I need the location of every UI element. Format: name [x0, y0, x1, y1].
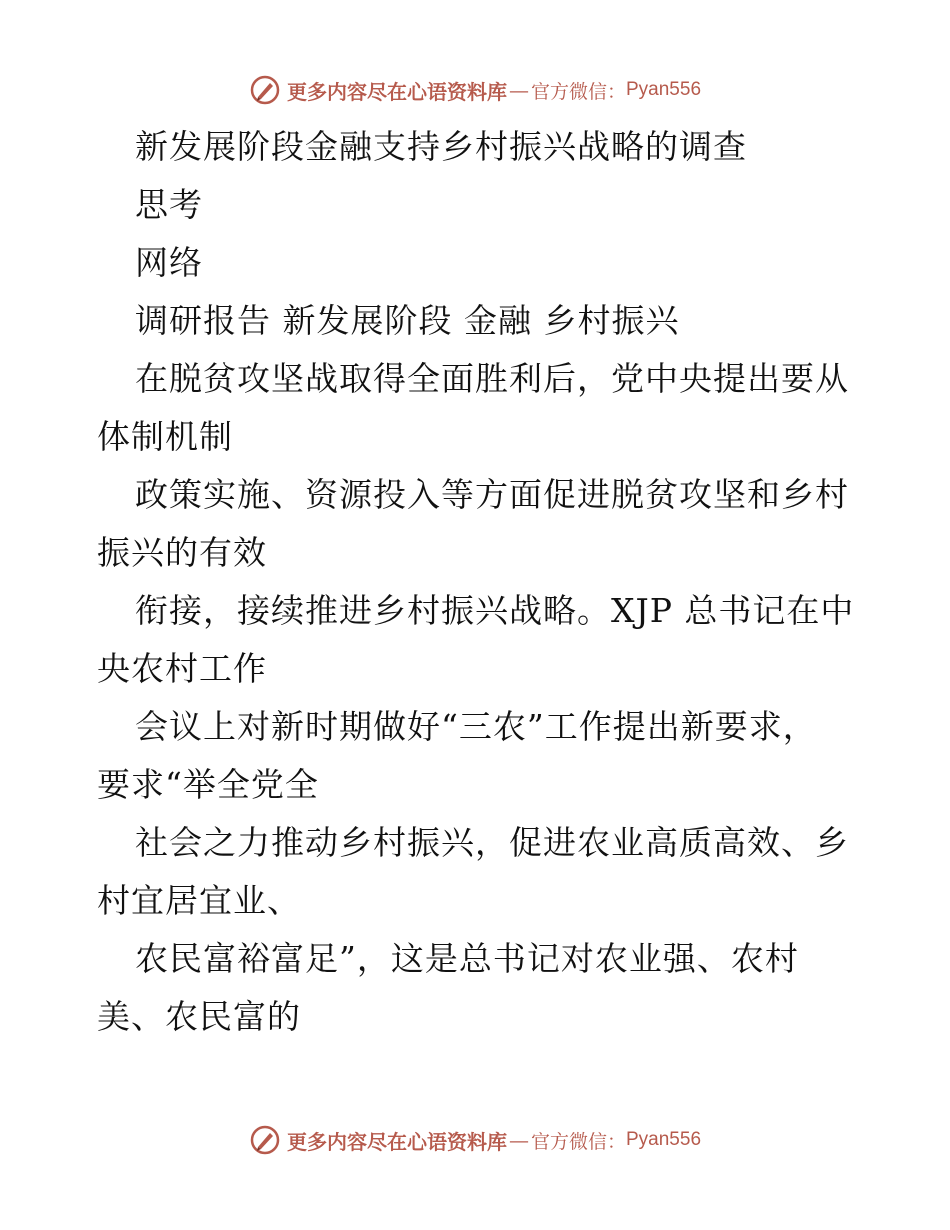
- watermark-dash: —: [508, 1128, 529, 1152]
- text-line: 衔接，接续推进乡村振兴战略。XJP 总书记在中: [135, 591, 855, 630]
- text-line: 村宜居宜业、: [97, 881, 301, 920]
- header-watermark: [0, 70, 950, 110]
- footer-watermark: [0, 1120, 950, 1160]
- watermark-main-text: 更多内容尽在心语资料库: [286, 79, 507, 104]
- watermark-wechat-label: 官方微信：: [530, 80, 626, 103]
- keywords-line: 调研报告 新发展阶段 金融 乡村振兴: [135, 301, 680, 340]
- pen-logo-icon: [249, 1124, 281, 1156]
- watermark-wechat-id: Pyan556: [626, 1129, 702, 1150]
- text-line: 政策实施、资源投入等方面促进脱贫攻坚和乡村: [135, 475, 849, 514]
- text-line: 体制机制: [97, 417, 233, 456]
- text-line: 在脱贫攻坚战取得全面胜利后，党中央提出要从: [135, 359, 849, 398]
- document-body: [97, 118, 857, 1046]
- text-line: 社会之力推动乡村振兴，促进农业高质高效、乡: [135, 823, 849, 862]
- text-line: 会议上对新时期做好“三农”工作提出新要求，: [135, 707, 817, 746]
- text-line: 农民富裕富足”，这是总书记对农业强、农村: [135, 939, 799, 978]
- text-line: 振兴的有效: [97, 533, 267, 572]
- text-line: 网络: [135, 243, 203, 282]
- text-line: 思考: [135, 185, 203, 224]
- text-line: 美、农民富的: [97, 997, 301, 1036]
- pen-logo-icon: [249, 74, 281, 106]
- text-line: 要求“举全党全: [97, 765, 319, 804]
- watermark-wechat-label: 官方微信：: [530, 1130, 626, 1153]
- document-title: 新发展阶段金融支持乡村振兴战略的调查: [135, 127, 747, 166]
- watermark-dash: —: [508, 78, 529, 102]
- text-line: 央农村工作: [97, 649, 267, 688]
- watermark-wechat-id: Pyan556: [626, 79, 702, 100]
- watermark-main-text: 更多内容尽在心语资料库: [286, 1129, 507, 1154]
